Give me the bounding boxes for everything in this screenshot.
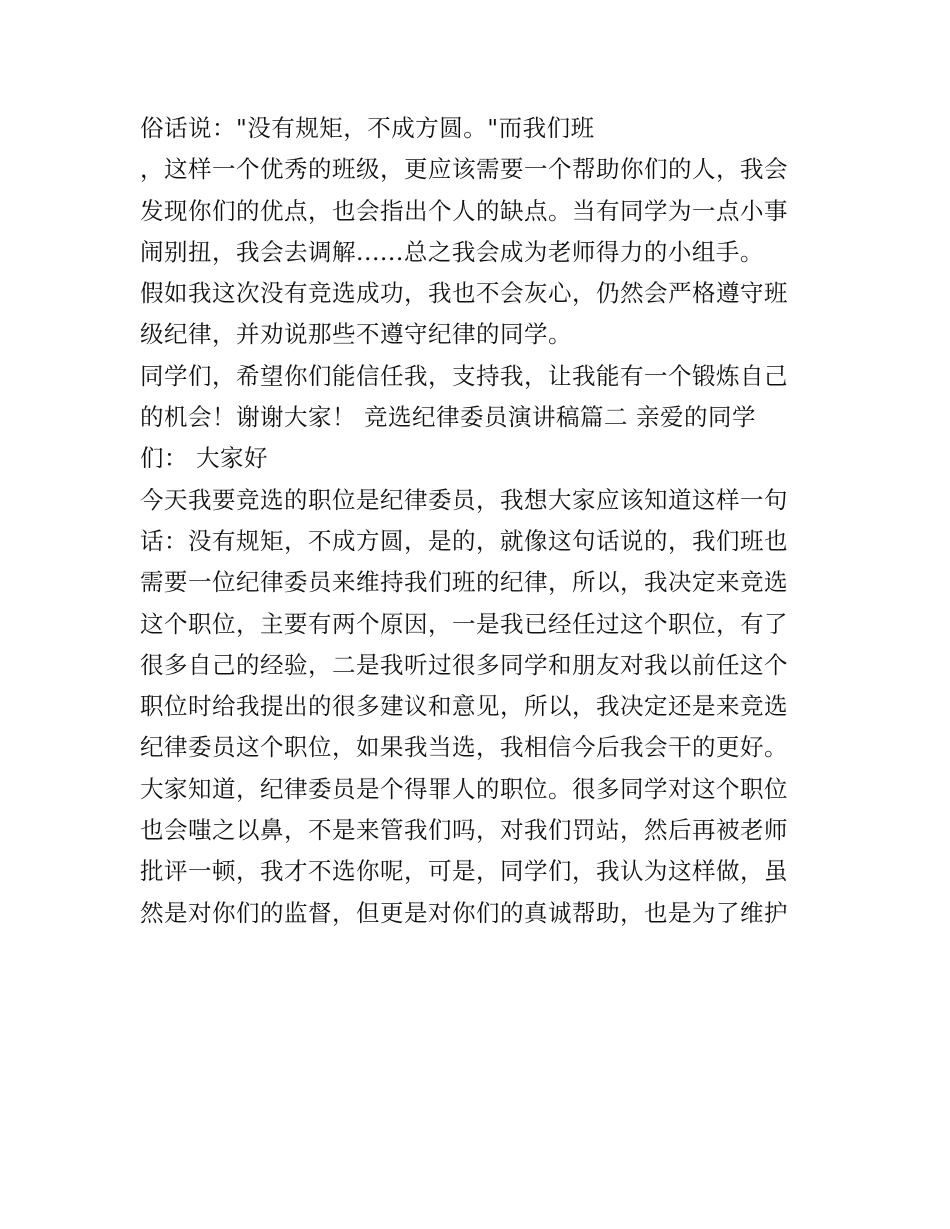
text-line: 们： 大家好: [140, 444, 268, 473]
text-line: 发现你们的优点，也会指出个人的缺点。当有同学为一点小事: [140, 196, 788, 225]
text-line: 纪律委员这个职位，如果我当选，我相信今后我会干的更好。: [140, 733, 788, 762]
text-line: 话：没有规矩，不成方圆，是的，就像这句话说的，我们班也: [140, 526, 788, 555]
text-line: 然是对你们的监督，但更是对你们的真诚帮助，也是为了维护: [140, 898, 788, 927]
text-line: 级纪律，并劝说那些不遵守纪律的同学。: [140, 320, 572, 349]
text-line: 也会嗤之以鼻，不是来管我们吗，对我们罚站，然后再被老师: [140, 816, 788, 845]
document-body: [140, 108, 820, 934]
text-line: 今天我要竞选的职位是纪律委员，我想大家应该知道这样一句: [140, 485, 788, 514]
text-line: ，这样一个优秀的班级，更应该需要一个帮助你们的人，我会: [140, 155, 788, 184]
text-line: 同学们，希望你们能信任我，支持我，让我能有一个锻炼自己: [140, 361, 788, 390]
text-line: 这个职位，主要有两个原因，一是我已经任过这个职位，有了: [140, 609, 788, 638]
text-line: 很多自己的经验，二是我听过很多同学和朋友对我以前任这个: [140, 650, 788, 679]
text-line: 需要一位纪律委员来维持我们班的纪律，所以，我决定来竞选: [140, 568, 788, 597]
text-line: 职位时给我提出的很多建议和意见，所以，我决定还是来竞选: [140, 692, 788, 721]
text-line: 俗话说："没有规矩，不成方圆。"而我们班: [140, 114, 595, 142]
text-line: 假如我这次没有竞选成功，我也不会灰心，仍然会严格遵守班: [140, 279, 788, 308]
text-line: 的机会！谢谢大家！ 竞选纪律委员演讲稿篇二 亲爱的同学: [140, 403, 756, 432]
text-line: 闹别扭，我会去调解......总之我会成为老师得力的小组手。: [140, 237, 764, 266]
text-line: 大家知道，纪律委员是个得罪人的职位。很多同学对这个职位: [140, 774, 788, 803]
text-line: 批评一顿，我才不选你呢，可是，同学们，我认为这样做，虽: [140, 857, 788, 886]
